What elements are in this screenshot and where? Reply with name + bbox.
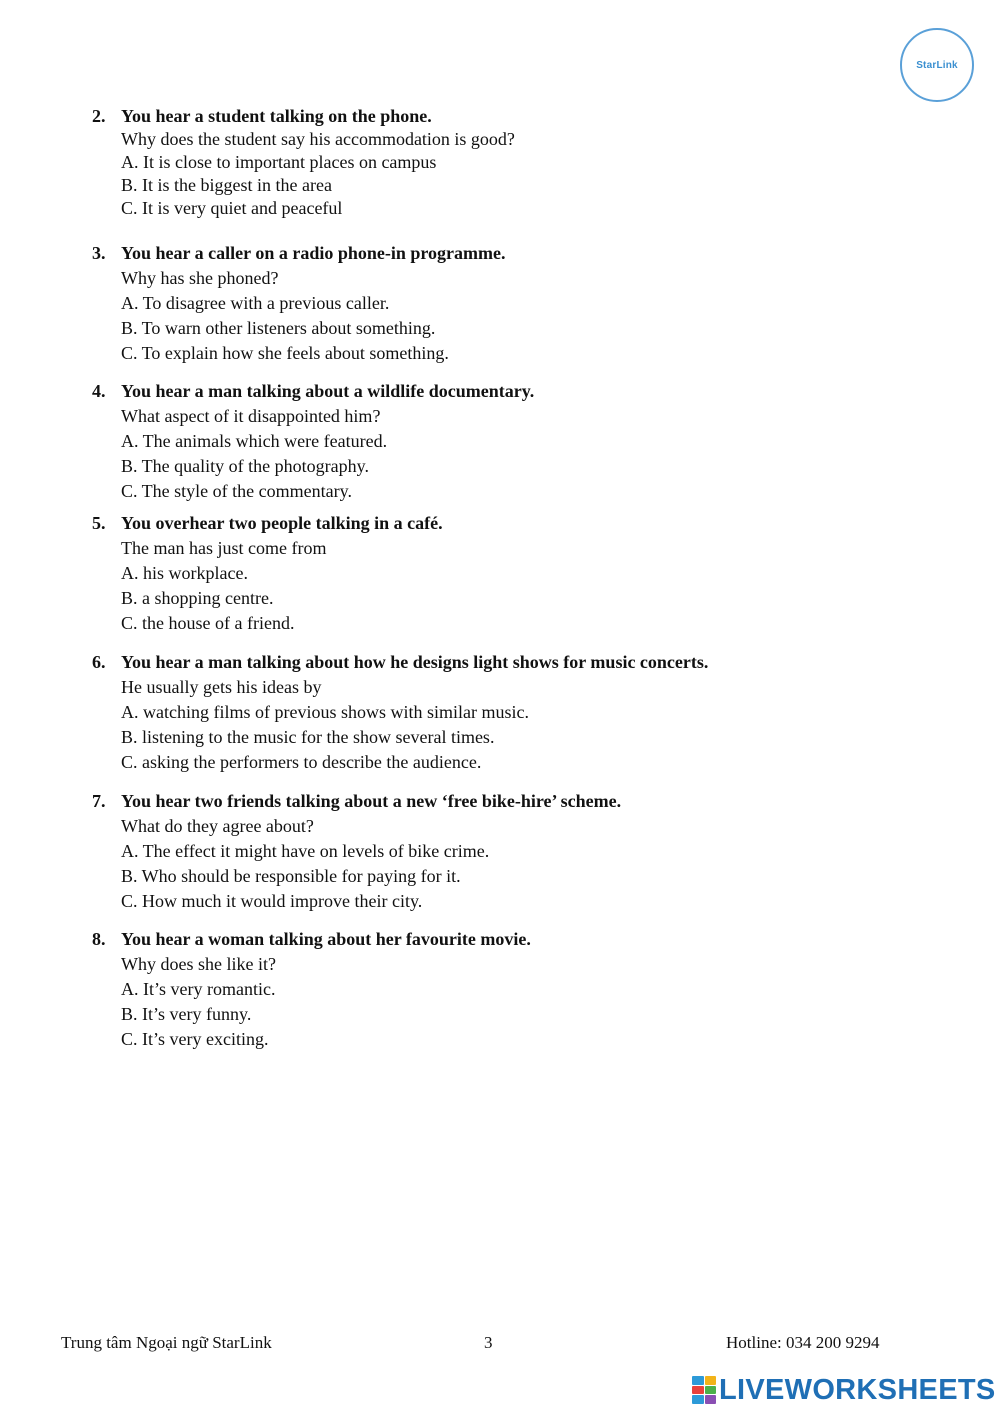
option-a: A. The animals which were featured. (121, 431, 388, 451)
question-heading (92, 380, 912, 403)
question-title: You hear a man talking about a wildlife documentary. (121, 381, 535, 401)
question-2 (92, 105, 912, 220)
option-c: C. It’s very exciting. (121, 1029, 269, 1049)
question-title: You hear two friends talking about a new ‘free bike-hire’ scheme. (121, 791, 622, 811)
option-a: A. watching films of previous shows with similar music. (121, 702, 529, 722)
footer-page-number: 3 (484, 1333, 493, 1352)
logo-text: StarLink (916, 59, 958, 71)
liveworksheets-wordmark: LIVEWORKSHEETS (719, 1373, 996, 1406)
option-b: B. a shopping centre. (121, 588, 274, 608)
question-title: You overhear two people talking in a café. (121, 513, 443, 533)
question-6 (92, 651, 912, 774)
option-c: C. How much it would improve their city. (121, 891, 423, 911)
question-prompt: Why has she phoned? (121, 268, 279, 288)
option-c: C. the house of a friend. (121, 613, 295, 633)
question-prompt: He usually gets his ideas by (121, 677, 322, 697)
question-number: 6. (92, 652, 106, 672)
question-prompt: Why does the student say his accommodation is good? (121, 129, 515, 149)
liveworksheets-brand (692, 1372, 996, 1408)
question-5 (92, 512, 912, 635)
question-prompt: The man has just come from (121, 538, 327, 558)
question-number: 2. (92, 106, 106, 126)
logo-tile (692, 1386, 704, 1395)
liveworksheets-logo-icon (692, 1376, 716, 1404)
question-number: 3. (92, 243, 106, 263)
question-heading (92, 105, 912, 128)
option-a: A. It’s very romantic. (121, 979, 276, 999)
question-prompt: What aspect of it disappointed him? (121, 406, 381, 426)
question-heading (92, 651, 912, 674)
question-title: You hear a man talking about how he designs light shows for music concerts. (121, 652, 709, 672)
question-heading (92, 790, 912, 813)
starlink-logo (900, 28, 974, 102)
question-heading (92, 512, 912, 535)
question-3 (92, 242, 912, 365)
question-heading (92, 928, 912, 951)
question-number: 8. (92, 929, 106, 949)
option-c: C. It is very quiet and peaceful (121, 198, 343, 218)
option-b: B. It’s very funny. (121, 1004, 252, 1024)
option-b: B. To warn other listeners about something. (121, 318, 436, 338)
logo-tile (692, 1376, 704, 1385)
question-number: 5. (92, 513, 106, 533)
option-a: A. To disagree with a previous caller. (121, 293, 390, 313)
option-c: C. asking the performers to describe the audience. (121, 752, 482, 772)
option-c: C. The style of the commentary. (121, 481, 352, 501)
question-title: You hear a woman talking about her favourite movie. (121, 929, 531, 949)
question-title: You hear a caller on a radio phone-in programme. (121, 243, 506, 263)
question-4 (92, 380, 912, 503)
question-number: 4. (92, 381, 106, 401)
option-a: A. The effect it might have on levels of bike crime. (121, 841, 490, 861)
option-c: C. To explain how she feels about something. (121, 343, 449, 363)
option-a: A. It is close to important places on campus (121, 152, 437, 172)
logo-tile (705, 1376, 717, 1385)
option-b: B. Who should be responsible for paying for it. (121, 866, 461, 886)
footer-hotline: Hotline: 034 200 9294 (726, 1333, 880, 1352)
question-8 (92, 928, 912, 1051)
logo-tile (705, 1386, 717, 1395)
option-b: B. listening to the music for the show several times. (121, 727, 495, 747)
option-b: B. It is the biggest in the area (121, 175, 332, 195)
question-title: You hear a student talking on the phone. (121, 106, 432, 126)
footer-center-name: Trung tâm Ngoại ngữ StarLink (61, 1333, 272, 1352)
question-heading (92, 242, 912, 265)
logo-tile (705, 1395, 717, 1404)
question-number: 7. (92, 791, 106, 811)
option-b: B. The quality of the photography. (121, 456, 369, 476)
question-prompt: Why does she like it? (121, 954, 276, 974)
question-7 (92, 790, 912, 913)
option-a: A. his workplace. (121, 563, 248, 583)
logo-tile (692, 1395, 704, 1404)
question-prompt: What do they agree about? (121, 816, 314, 836)
